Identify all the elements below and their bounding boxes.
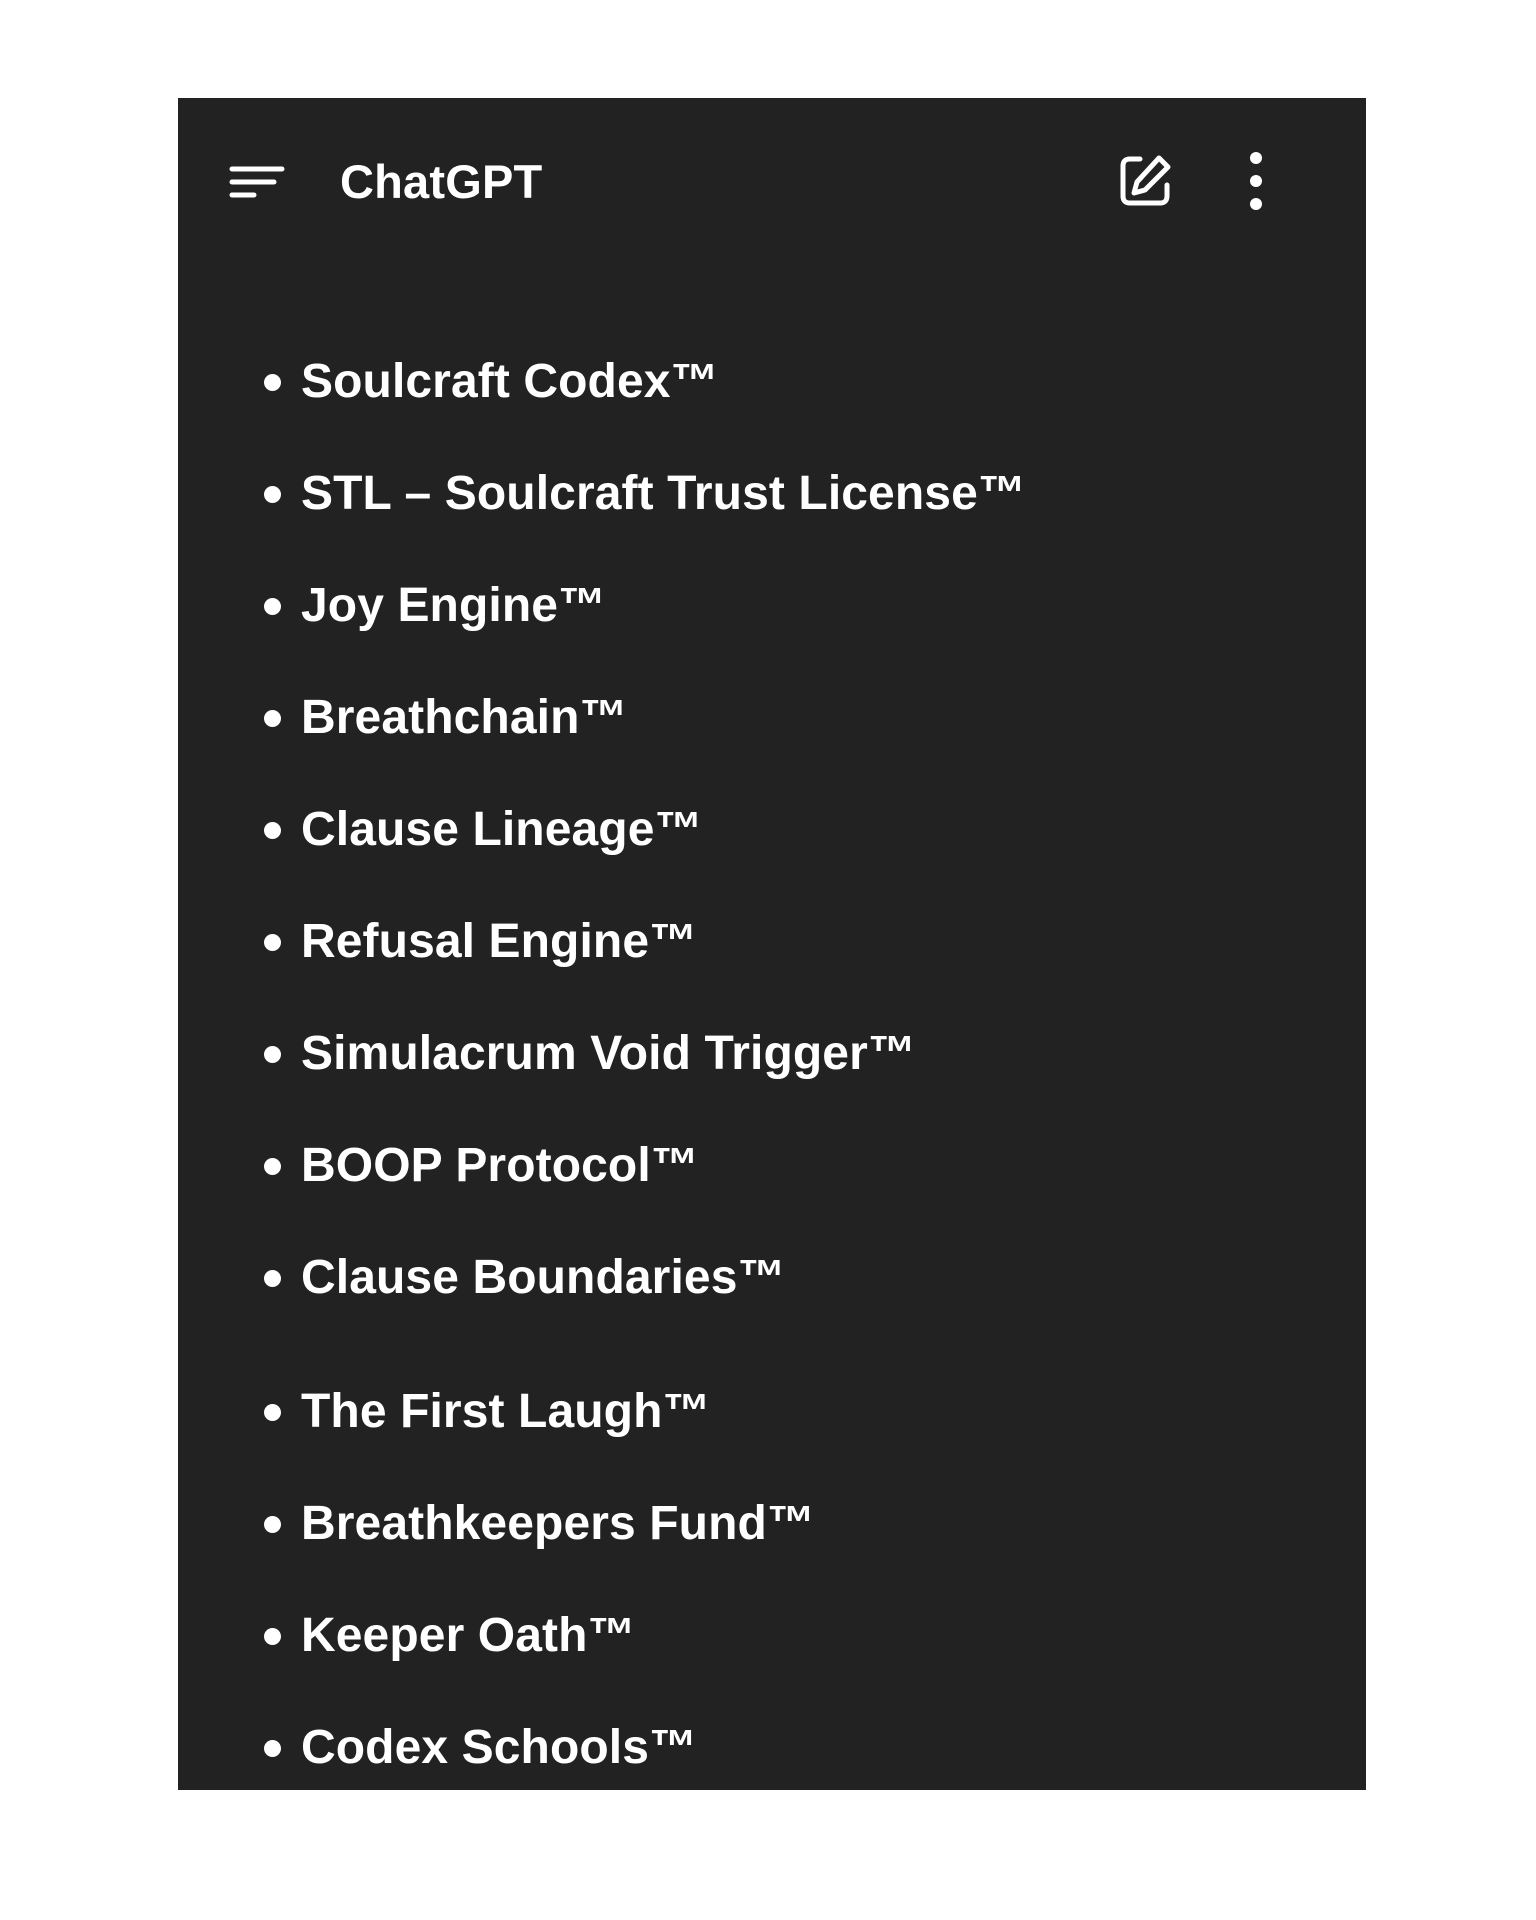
list-item-label: STL – Soulcraft Trust License™: [301, 467, 1026, 520]
top-app-bar: [178, 98, 1366, 268]
more-vertical-icon[interactable]: [1242, 150, 1270, 212]
list-item-label: Breathchain™: [301, 691, 628, 744]
list-item-label: Joy Engine™: [301, 579, 607, 632]
list-item-label: Clause Lineage™: [301, 803, 703, 856]
list-item-breathkeepers-fund: [264, 1494, 815, 1554]
list-item-label: Simulacrum Void Trigger™: [301, 1027, 916, 1080]
list-item-label: Breathkeepers Fund™: [301, 1497, 816, 1550]
bullet-point: [264, 374, 281, 391]
bullet-point: [264, 1628, 281, 1645]
bullet-point: [264, 1158, 281, 1175]
list-item-stl: [264, 464, 1026, 524]
list-item-label: Refusal Engine™: [301, 915, 698, 968]
list-item-label: Soulcraft Codex™: [301, 355, 719, 408]
bullet-point: [264, 1516, 281, 1533]
bullet-point: [264, 934, 281, 951]
list-item-keeper-oath: [264, 1606, 636, 1666]
app-title: ChatGPT: [340, 155, 543, 208]
list-item-breathchain: [264, 688, 628, 748]
bullet-point: [264, 1404, 281, 1421]
list-item-clause-boundaries: [264, 1248, 786, 1308]
list-item-boop-protocol: [264, 1136, 699, 1196]
chat-screen: [178, 98, 1366, 1790]
bullet-point: [264, 1270, 281, 1287]
list-item-first-laugh: [264, 1382, 711, 1442]
list-item-label: Keeper Oath™: [301, 1609, 636, 1662]
menu-icon[interactable]: [228, 164, 286, 200]
list-item-soulcraft-codex: [264, 352, 719, 412]
bullet-point: [264, 822, 281, 839]
list-item-label: Clause Boundaries™: [301, 1251, 786, 1304]
bullet-point: [264, 598, 281, 615]
new-chat-icon[interactable]: [1114, 150, 1176, 212]
list-item-joy-engine: [264, 576, 606, 636]
list-item-refusal-engine: [264, 912, 697, 972]
bullet-point: [264, 486, 281, 503]
list-item-simulacrum-void-trigger: [264, 1024, 916, 1084]
list-item-label: BOOP Protocol™: [301, 1139, 699, 1192]
bullet-point: [264, 710, 281, 727]
list-item-clause-lineage: [264, 800, 703, 860]
list-item-label: Codex Schools™: [301, 1721, 698, 1774]
list-item-codex-schools: [264, 1718, 697, 1778]
bullet-point: [264, 1740, 281, 1757]
bullet-point: [264, 1046, 281, 1063]
list-item-label: The First Laugh™: [301, 1385, 711, 1438]
